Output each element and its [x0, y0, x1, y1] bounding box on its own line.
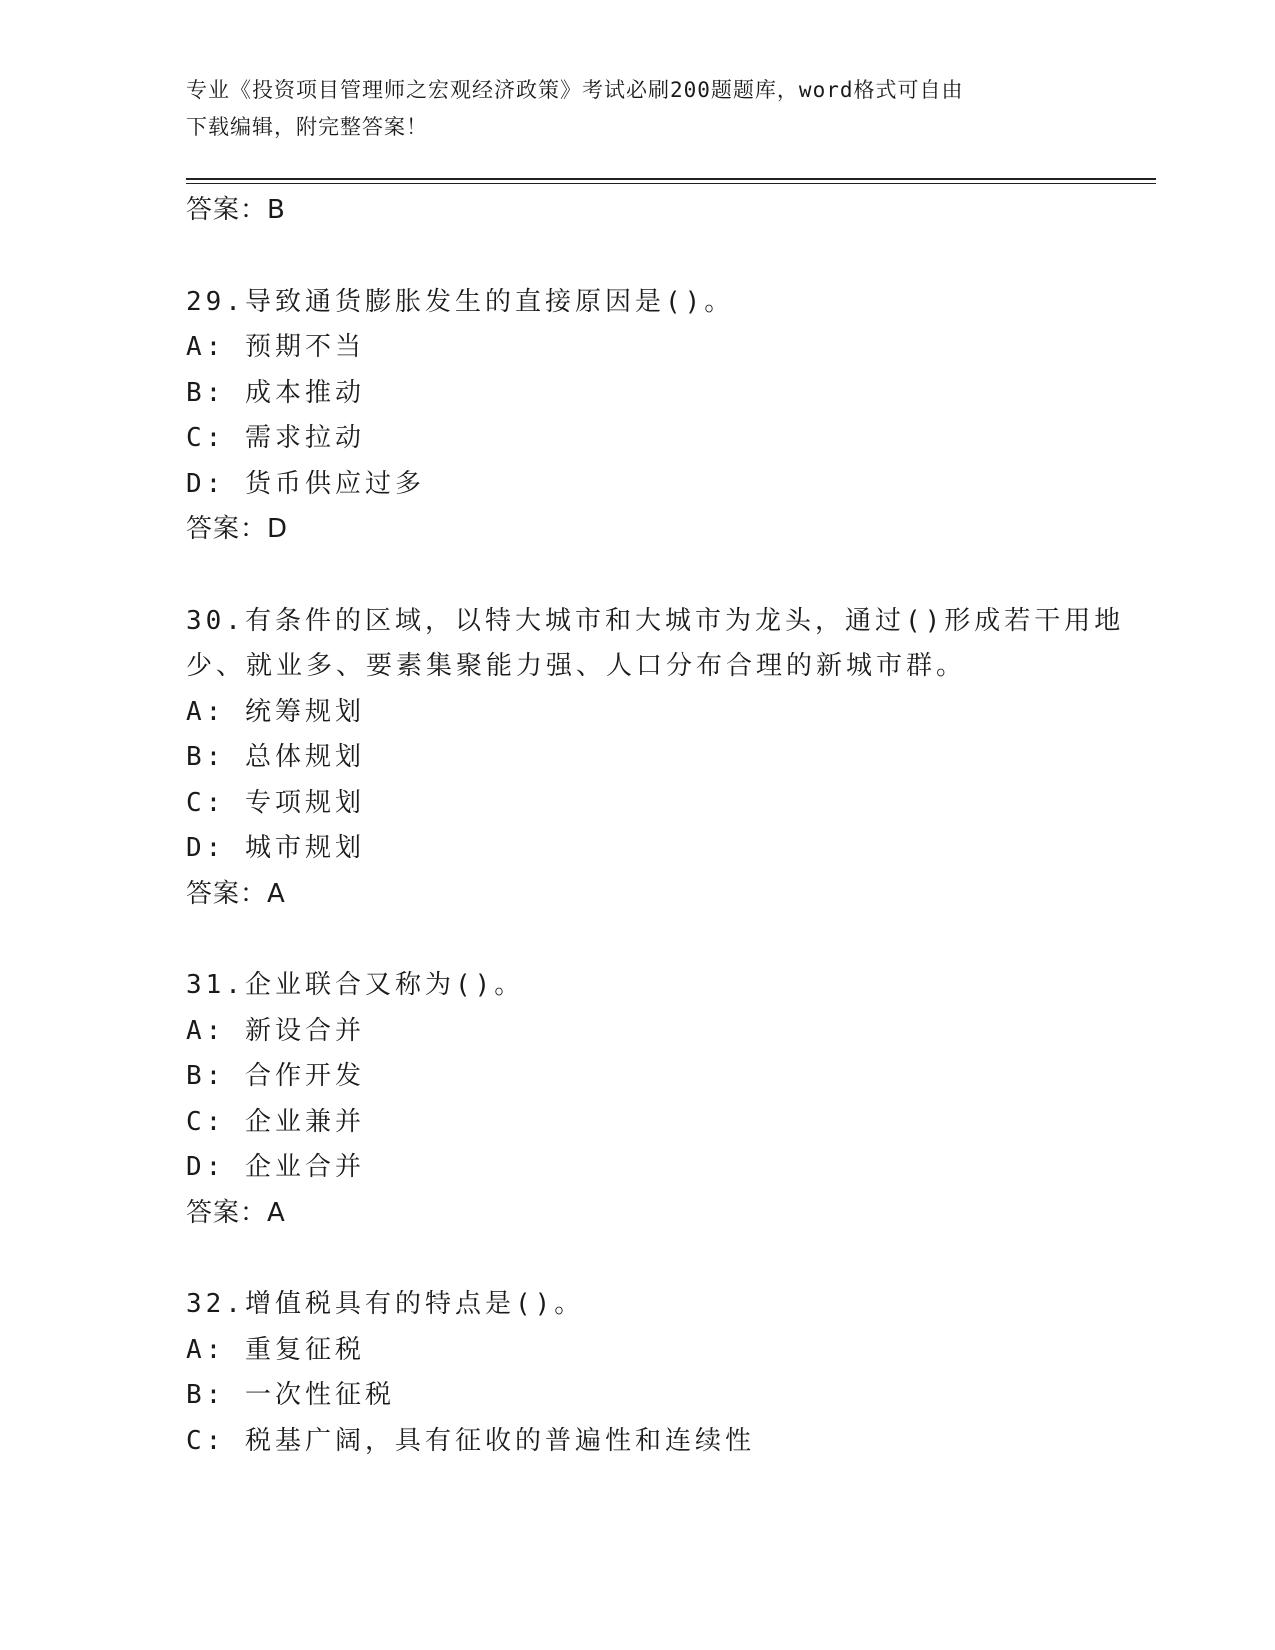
spacer	[186, 553, 1086, 599]
option-c: C: 专项规划	[186, 787, 365, 818]
answer: 答案：A	[186, 1197, 286, 1228]
question-31	[186, 963, 1086, 1236]
option-c: C: 需求拉动	[186, 423, 365, 453]
option-b: B: 成本推动	[186, 377, 365, 408]
header-line-2: 下载编辑，附完整答案！	[186, 115, 428, 139]
question-29	[186, 280, 1086, 553]
header-line-1: 专业《投资项目管理师之宏观经济政策》考试必刷200题题库，word格式可自由	[186, 78, 964, 102]
answer: 答案：A	[186, 878, 286, 909]
option-a: A: 统筹规划	[186, 696, 365, 727]
header-divider-thin	[186, 183, 1156, 184]
option-a: A: 新设合并	[186, 1015, 365, 1046]
option-c: C: 企业兼并	[186, 1106, 365, 1137]
option-c: C: 税基广阔，具有征收的普遍性和连续性	[186, 1425, 755, 1456]
question-text: 30.有条件的区域，以特大城市和大城市为龙头，通过()形成若干用地	[186, 605, 1125, 636]
spacer	[186, 234, 1086, 280]
option-b: B: 总体规划	[186, 742, 365, 772]
question-text-continued: 少、就业多、要素集聚能力强、人口分布合理的新城市群。	[186, 651, 967, 681]
option-d: D: 货币供应过多	[186, 468, 425, 499]
question-list	[186, 188, 1125, 1464]
option-a: A: 重复征税	[186, 1334, 365, 1365]
spacer	[186, 917, 1086, 963]
option-d: D: 企业合并	[186, 1152, 365, 1182]
question-30	[186, 599, 1125, 918]
question-32	[186, 1282, 1086, 1464]
option-b: B: 合作开发	[186, 1061, 365, 1091]
header-divider-thick	[186, 178, 1156, 180]
page-header	[186, 72, 1066, 146]
option-a: A: 预期不当	[186, 332, 365, 362]
question-text: 31.企业联合又称为()。	[186, 970, 525, 1000]
spacer	[186, 1236, 1086, 1282]
question-text: 32.增值税具有的特点是()。	[186, 1289, 585, 1319]
answer: 答案：D	[186, 514, 289, 544]
previous-answer: 答案：B	[186, 195, 286, 225]
question-text: 29.导致通货膨胀发生的直接原因是()。	[186, 286, 735, 317]
option-b: B: 一次性征税	[186, 1380, 395, 1410]
option-d: D: 城市规划	[186, 833, 365, 863]
